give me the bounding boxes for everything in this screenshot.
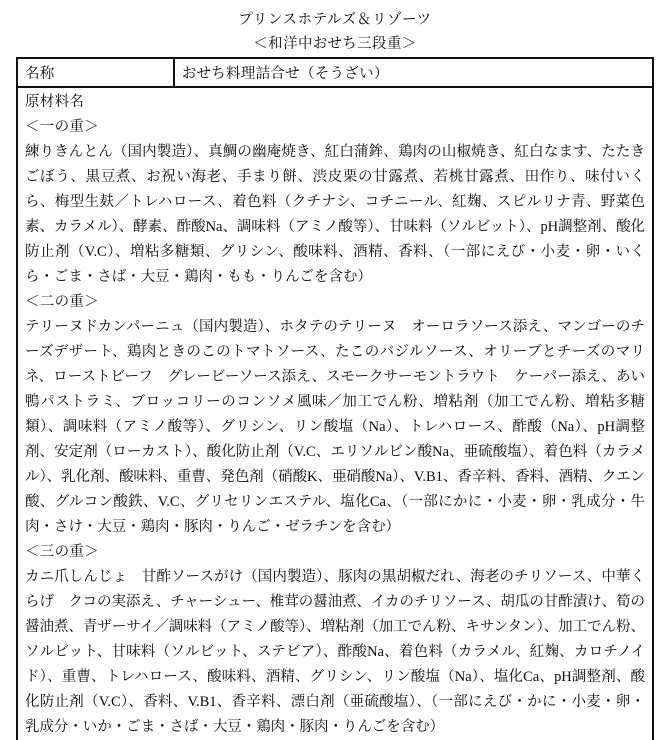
product-title: ＜和洋中おせち三段重＞ <box>253 36 417 52</box>
tier-title-ichi: ＜一の重＞ <box>25 119 99 135</box>
tier-title-ni: ＜二の重＞ <box>25 294 99 310</box>
brand-name: プリンスホテルズ＆リゾーツ <box>238 12 432 28</box>
nutrition-label-table <box>16 57 654 740</box>
tier-block-ni <box>25 290 647 540</box>
tier-block-ichi <box>25 115 647 290</box>
tier-text-ichi: 練りきんとん（国内製造）、真鯛の幽庵焼き、紅白蒲鉾、鶏肉の山椒焼き、紅白なます、たたきごぼう、黒豆煮、お祝い海老、手まり餅、渋皮栗の甘露煮、若桃甘露煮、田作り、味付いくら、梅型生麸／トレハロース、着色料（クチナシ、コチニール、紅麹、スピルリナ青、野菜色素、カラメル）、酵素、酢酸Na、調味料（アミノ酸等）、甘味料（ソルビット）、pH調整剤、酸化防止剤（V.C）、増粘多糖類、グリシン、酸味料、酒精、香料、（一部にえび・小麦・卵・いくら・ごま・さば・大豆・鶏肉・もも・りんごを含む） <box>25 144 645 285</box>
name-field-label: 名称 <box>18 59 175 86</box>
tier-text-ni: テリーヌドカンパーニュ（国内製造）、ホタテのテリーヌ オーロラソース添え、マンゴーのチーズデザート、鶏肉ときのこのトマトソース、たこのバジルソース、オリーブとチーズのマリネ、ローストビーフ グレービーソース添え、スモークサーモントラウト ケーパー添え、あい鴨パストラミ、ブロッコリーのコンソメ風味／加工でん粉、増粘剤（加工でん粉、増粘多糖類）、調味料（アミノ酸等）、グリシン、リン酸塩（Na）、トレハロース、酢酸（Na）、pH調整剤、安定剤（ローカスト）、酸化防止剤（V.C、エリソルビン酸Na、亜硫酸塩）、着色料（カラメル）、乳化剤、酸味料、重曹、発色剤（硝酸K、亜硝酸Na）、V.B1、香辛料、香料、酒精、クエン酸、グルコン酸鉄、V.C、グリセリンエステル、塩化Ca、（一部にかに・小麦・卵・乳成分・牛肉・さけ・大豆・鶏肉・豚肉・りんご・ゼラチンを含む） <box>25 319 645 535</box>
table-row-ingredients <box>18 88 652 740</box>
ingredients-field-label: 原材料名 <box>25 94 85 110</box>
tier-text-san: カニ爪しんじょ 甘酢ソースがけ（国内製造）、豚肉の黒胡椒だれ、海老のチリソース、中華くらげ クコの実添え、チャーシュー、椎茸の醤油煮、イカのチリソース、胡瓜の甘酢漬け、筍の醤油煮、青ザーサイ／調味料（アミノ酸等）、増粘剤（加工でん粉、キサンタン）、加工でん粉、ソルビット、甘味料（ソルビット、ステビア）、酢酸Na、着色料（カラメル、紅麹、カロチノイド）、重曹、トレハロース、酸味料、酒精、グリシン、リン酸塩（Na）、塩化Ca、pH調整剤、酸化防止剤（V.C）、香料、V.B1、香辛料、漂白剤（亜硫酸塩）、（一部にえび・かに・小麦・卵・乳成分・いか・ごま・さば・大豆・鶏肉・豚肉・りんごを含む） <box>25 569 645 735</box>
name-field-value: おせち料理詰合せ（そうざい） <box>182 66 389 82</box>
tier-block-san <box>25 540 647 740</box>
document-heading <box>0 0 670 54</box>
tier-title-san: ＜三の重＞ <box>25 544 99 560</box>
table-row-name <box>18 59 652 88</box>
